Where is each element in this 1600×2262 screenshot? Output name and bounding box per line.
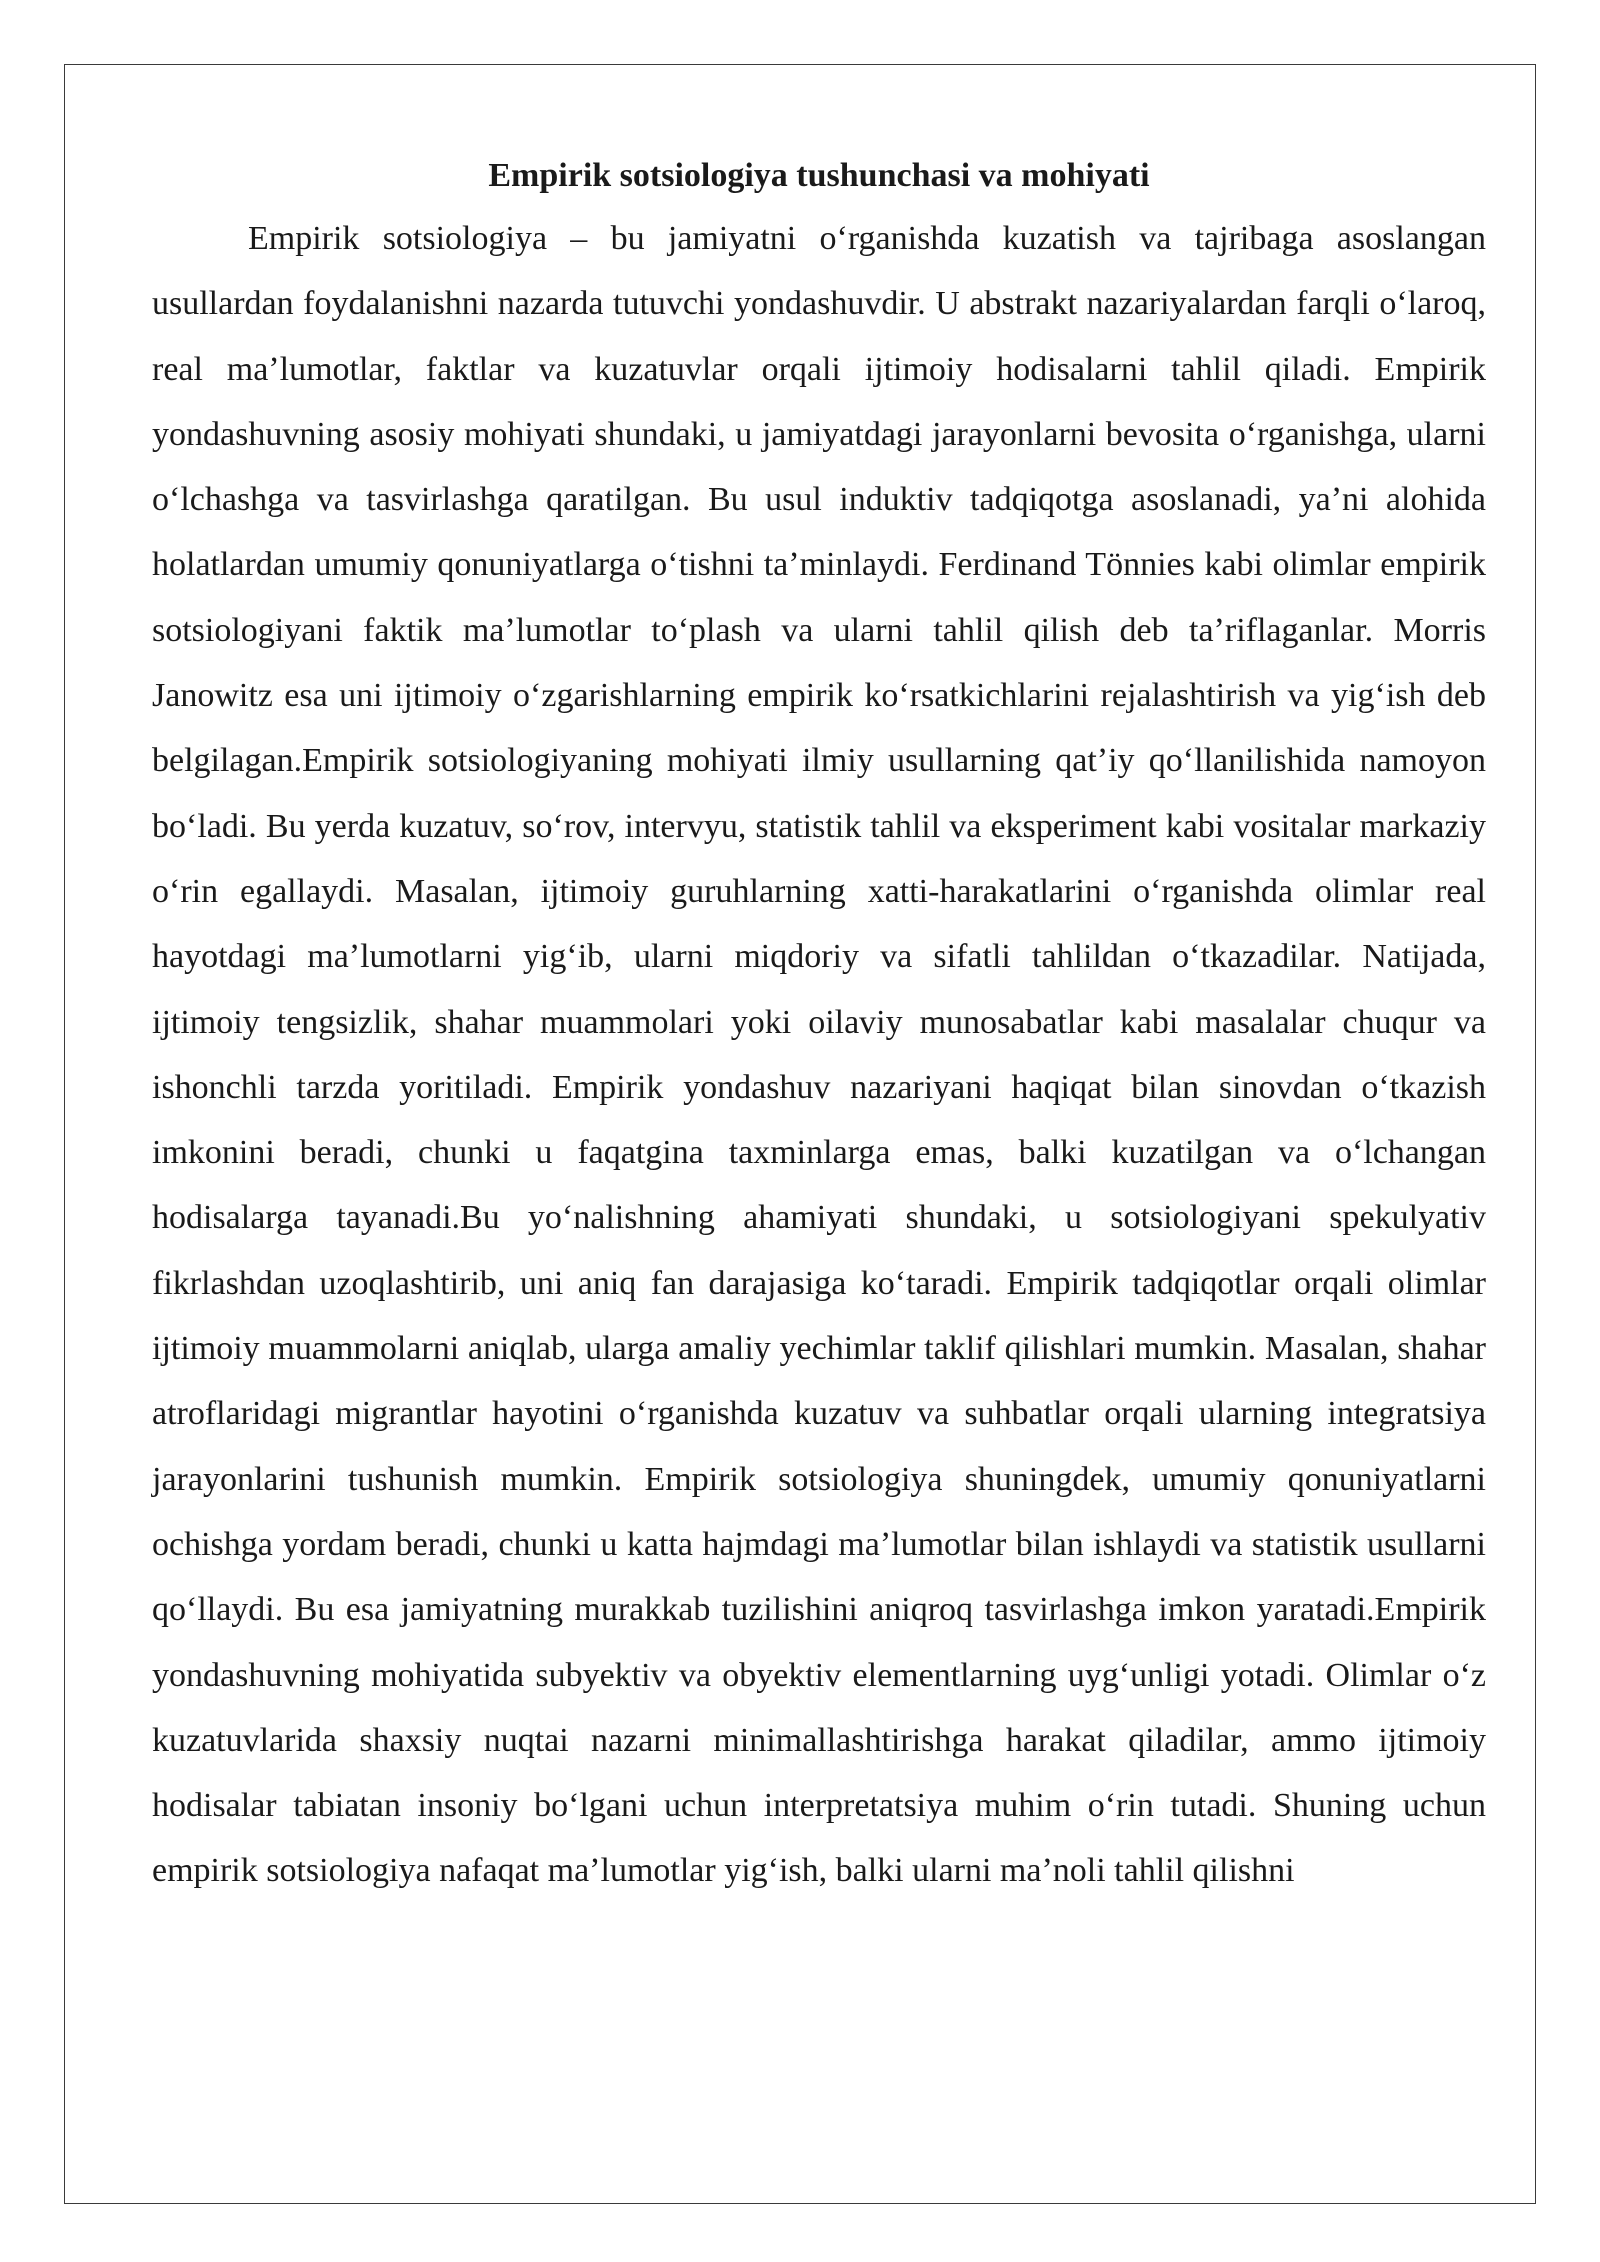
document-body-paragraph: Empirik sotsiologiya – bu jamiyatni oʻrganishda kuzatish va tajribaga asoslangan usullardan foydalanishni nazarda tutuvchi yondashuvdir. U abstrakt nazariyalardan farqli oʻlaroq, real maʼlumotlar, faktlar va kuzatuvlar orqali ijtimoiy hodisalarni tahlil qiladi. Empirik yondashuvning asosiy mohiyati shundaki, u jamiyatdagi jarayonlarni bevosita oʻrganishga, ularni oʻlchashga va tasvirlashga qaratilgan. Bu usul induktiv tadqiqotga asoslanadi, yaʼni alohida holatlardan umumiy qonuniyatlarga oʻtishni taʼminlaydi. Ferdinand Tönnies kabi olimlar empirik sotsiologiyani faktik maʼlumotlar toʻplash va ularni tahlil qilish deb taʼriflaganlar. Morris Janowitz esa uni ijtimoiy oʻzgarishlarning empirik koʻrsatkichlarini rejalashtirish va yigʻish deb belgilagan.Empirik sotsiologiyaning mohiyati ilmiy usullarning qatʼiy qoʻllanilishida namoyon boʻladi. Bu yerda kuzatuv, soʻrov, intervyu, statistik tahlil va eksperiment kabi vositalar markaziy oʻrin egallaydi. Masalan, ijtimoiy guruhlarning xatti-harakatlarini oʻrganishda olimlar real hayotdagi maʼlumotlarni yigʻib, ularni miqdoriy va sifatli tahlildan oʻtkazadilar. Natijada, ijtimoiy tengsizlik, shahar muammolari yoki oilaviy munosabatlar kabi masalalar chuqur va ishonchli tarzda yoritiladi. Empirik yondashuv nazariyani haqiqat bilan sinovdan oʻtkazish imkonini beradi, chunki u faqatgina taxminlarga emas, balki kuzatilgan va oʻlchangan hodisalarga tayanadi.Bu yoʻnalishning ahamiyati shundaki, u sotsiologiyani spekulyativ fikrlashdan uzoqlashtirib, uni aniq fan darajasiga koʻtaradi. Empirik tadqiqotlar orqali olimlar ijtimoiy muammolarni aniqlab, ularga amaliy yechimlar taklif qilishlari mumkin. Masalan, shahar atroflaridagi migrantlar hayotini oʻrganishda kuzatuv va suhbatlar orqali ularning integratsiya jarayonlarini tushunish mumkin. Empirik sotsiologiya shuningdek, umumiy qonuniyatlarni ochishga yordam beradi, chunki u katta hajmdagi maʼlumotlar bilan ishlaydi va statistik usullarni qoʻllaydi. Bu esa jamiyatning murakkab tuzilishini aniqroq tasvirlashga imkon yaratadi.Empirik yondashuvning mohiyatida subyektiv va obyektiv elementlarning uygʻunligi yotadi. Olimlar oʻz kuzatuvlarida shaxsiy nuqtai nazarni minimallashtirishga harakat qiladilar, ammo ijtimoiy hodisalar tabiatan insoniy boʻlgani uchun interpretatsiya muhim oʻrin tutadi. Shuning uchun empirik sotsiologiya nafaqat maʼlumotlar yigʻish, balki ularni maʼnoli tahlil qilishni [152,220,1486,1890]
document-content [152,146,1486,1904]
document-title: Empirik sotsiologiya tushunchasi va mohiyati [488,157,1150,194]
